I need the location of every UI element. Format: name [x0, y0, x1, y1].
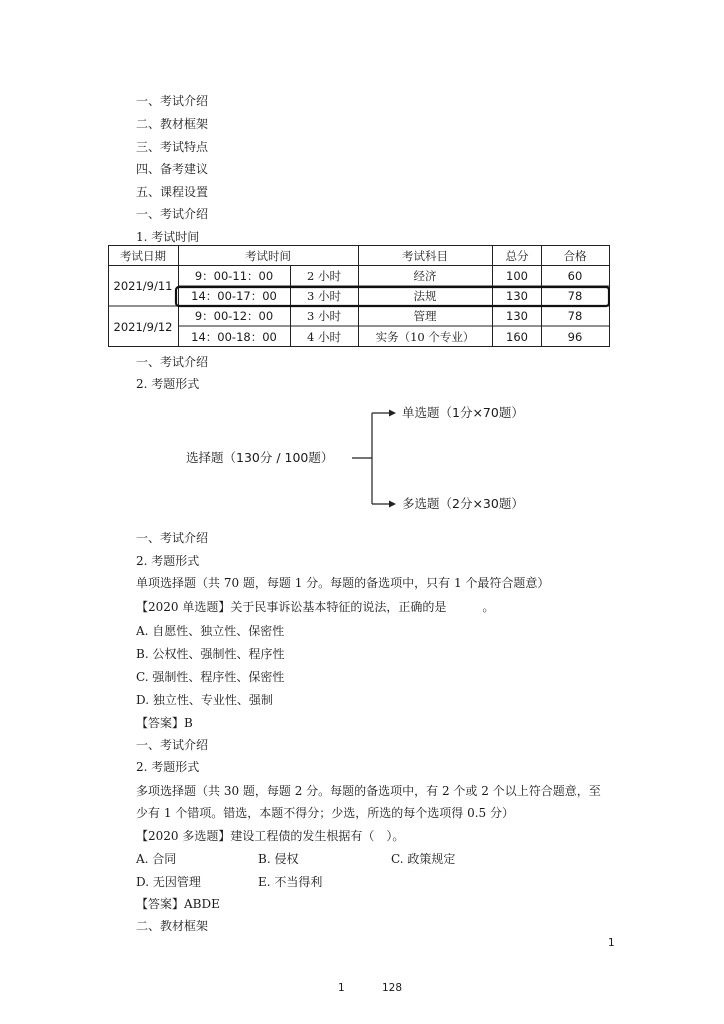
answer: 【答案】B	[136, 716, 193, 730]
header-pass: 合格	[563, 249, 587, 263]
option-e: E. 不当得利	[258, 875, 323, 889]
date-cell: 2021/9/12	[113, 320, 173, 334]
header-time: 考试时间	[245, 249, 291, 263]
pass-cell: 78	[567, 289, 583, 303]
subject-cell: 法规	[413, 289, 437, 303]
option-c: C. 强制性、程序性、保密性	[136, 670, 285, 684]
section-heading: 一、考试介绍	[136, 207, 209, 221]
answer: 【答案】ABDE	[136, 897, 220, 911]
section-heading: 二、教材框架	[136, 919, 209, 933]
total-cell: 130	[506, 289, 528, 303]
duration-cell: 3 小时	[307, 289, 341, 303]
option-d: D. 无因管理	[136, 875, 201, 889]
multi-choice-intro: 多项选择题（共 30 题，每题 2 分。每题的备选项中，有 2 个或 2 个以上符合题意，至	[136, 784, 601, 798]
subsection-heading: 2. 考题形式	[136, 554, 200, 568]
pass-cell: 78	[567, 309, 583, 323]
duration-cell: 2 小时	[307, 269, 341, 283]
subsection-heading: 2. 考题形式	[136, 760, 200, 774]
option-c: C. 政策规定	[391, 852, 456, 866]
section-heading: 一、考试介绍	[136, 738, 209, 752]
total-cell: 160	[506, 330, 528, 344]
multi-choice-question: 【2020 多选题】建设工程债的发生根据有（ ）。	[136, 829, 405, 843]
time-cell: 14：00-17：00	[191, 289, 277, 303]
header-date: 考试日期	[120, 249, 166, 263]
option-b: B. 侵权	[258, 852, 299, 866]
total-cell: 100	[506, 269, 528, 283]
option-b: B. 公权性、强制性、程序性	[136, 647, 285, 661]
pass-cell: 96	[567, 330, 583, 344]
option-a: A. 合同	[136, 852, 177, 866]
duration-cell: 4 小时	[307, 330, 341, 344]
single-choice-question: 【2020 单选题】关于民事诉讼基本特征的说法，正确的是 。	[136, 600, 495, 614]
arrow-head-icon	[389, 410, 396, 417]
section-heading: 一、考试介绍	[136, 355, 209, 369]
subject-cell: 实务（10 个专业）	[375, 330, 475, 344]
header-total: 总分	[505, 249, 529, 263]
multi-choice-intro-cont: 少有 1 个错项。错选，本题不得分；少选，所选的每个选项得 0.5 分）	[136, 806, 514, 820]
option-a: A. 自愿性、独立性、保密性	[136, 624, 285, 638]
date-cell: 2021/9/11	[113, 279, 173, 293]
header-subject: 考试科目	[402, 249, 448, 263]
page-current: 1	[338, 982, 345, 994]
time-cell: 9：00-11：00	[194, 269, 274, 283]
toc-item-prep-advice: 四、备考建议	[136, 162, 209, 176]
diagram-branch-single: 单选题（1分×70题）	[402, 405, 524, 420]
page-corner-number: 1	[608, 937, 615, 949]
diagram-root-label: 选择题（130分 / 100题）	[186, 450, 334, 465]
toc-item-textbook-framework: 二、教材框架	[136, 117, 209, 131]
single-choice-intro: 单项选择题（共 70 题，每题 1 分。每题的备选项中，只有 1 个最符合题意）	[136, 576, 550, 590]
table-grid	[108, 245, 610, 348]
time-cell: 14：00-18：00	[191, 330, 277, 344]
exam-schedule-table	[108, 245, 610, 348]
time-cell: 9：00-12：00	[194, 309, 274, 323]
diagram-branch-multi: 多选题（2分×30题）	[402, 496, 524, 511]
subsection-heading: 2. 考题形式	[136, 377, 200, 391]
toc-item-exam-intro: 一、考试介绍	[136, 94, 209, 108]
pass-cell: 60	[567, 269, 583, 283]
subject-cell: 管理	[413, 309, 437, 323]
toc-item-course-setup: 五、课程设置	[136, 185, 209, 199]
option-d: D. 独立性、专业性、强制	[136, 693, 273, 707]
duration-cell: 3 小时	[307, 309, 341, 323]
subsection-heading: 1. 考试时间	[136, 230, 200, 244]
page-total: 128	[382, 982, 403, 994]
subject-cell: 经济	[413, 269, 437, 283]
total-cell: 130	[506, 309, 528, 323]
toc-item-exam-features: 三、考试特点	[136, 140, 209, 154]
arrow-head-icon	[389, 501, 396, 508]
section-heading: 一、考试介绍	[136, 531, 209, 545]
